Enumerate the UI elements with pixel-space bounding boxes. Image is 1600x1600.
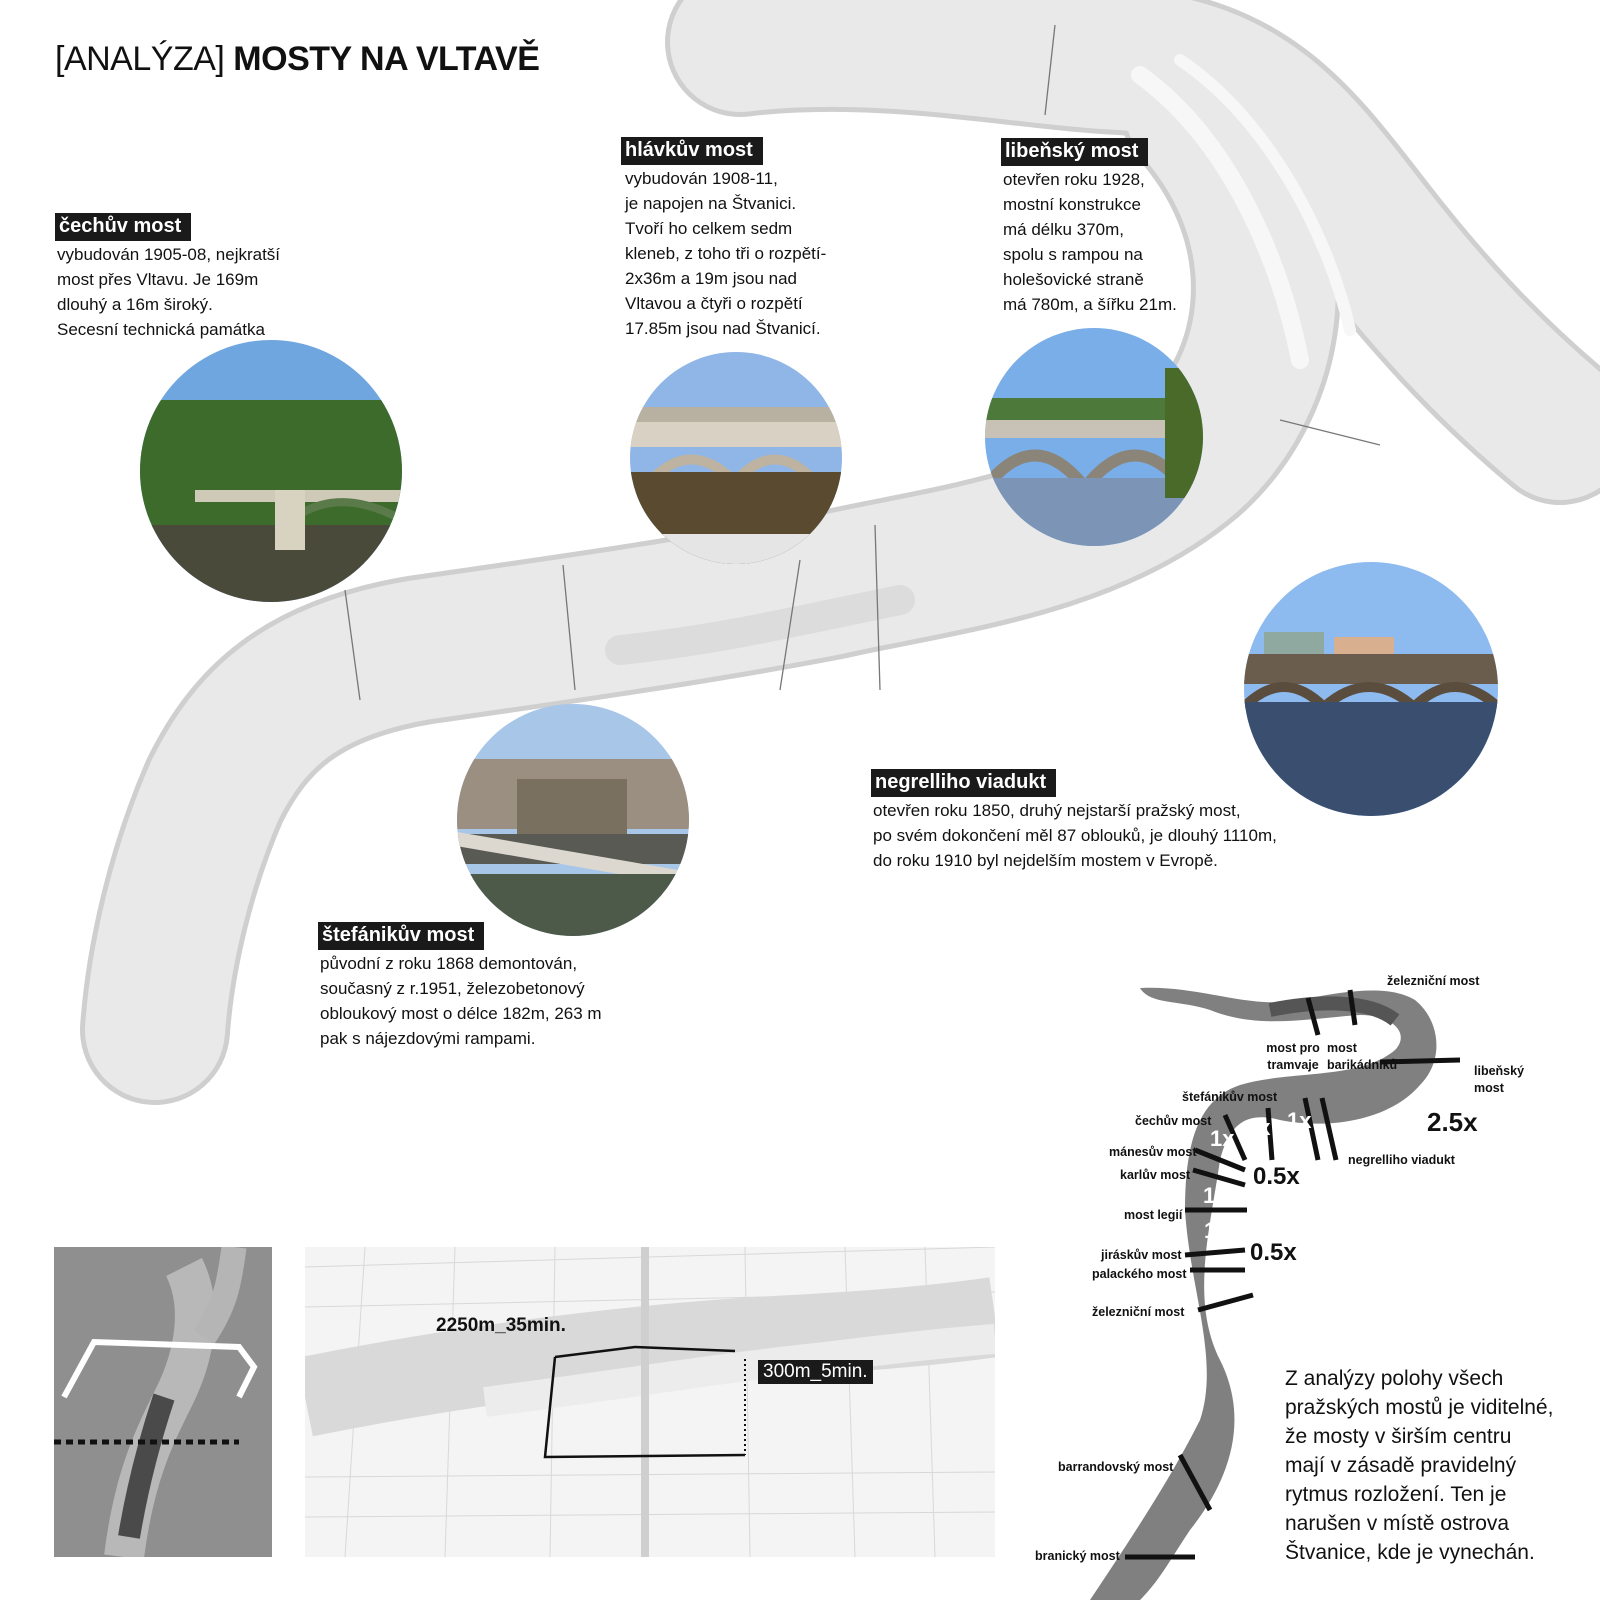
desc-line: obloukový most o délce 182m, 263 m bbox=[320, 1004, 602, 1023]
desc-line: spolu s rampou na bbox=[1003, 245, 1143, 264]
desc-line: Tvoří ho celkem sedm bbox=[625, 219, 793, 238]
diagram-label: mánesův most bbox=[1109, 1145, 1197, 1159]
desc-line: má 780m, a šířku 21m. bbox=[1003, 295, 1177, 314]
ratio-label: 1x bbox=[1203, 1183, 1228, 1208]
desc-line: původní z roku 1868 demontován, bbox=[320, 954, 578, 973]
title-main: MOSTY NA VLTAVĚ bbox=[233, 40, 540, 78]
desc-line: otevřen roku 1928, bbox=[1003, 170, 1145, 189]
desc-line: pak s nájezdovými rampami. bbox=[320, 1029, 536, 1048]
bridge-name-tag: hlávkův most bbox=[621, 137, 763, 165]
diagram-label: štefánikův most bbox=[1182, 1090, 1278, 1104]
ratio-label: 1x bbox=[1208, 1275, 1233, 1300]
diagram-label: barrandovský most bbox=[1058, 1460, 1174, 1474]
bridge-name-tag: štefánikův most bbox=[318, 922, 484, 950]
desc-line: současný z r.1951, železobetonový bbox=[320, 979, 585, 998]
desc-line: vybudován 1905-08, nejkratší bbox=[57, 245, 281, 264]
conclusion-line: mají v zásadě pravidelný bbox=[1285, 1454, 1517, 1477]
desc-line: mostní konstrukce bbox=[1003, 195, 1141, 214]
diagram-label: most pro tramvaje bbox=[1266, 1041, 1320, 1072]
ratio-label: 1x bbox=[1287, 1108, 1312, 1133]
desc-line: Secesní technická památka bbox=[57, 320, 265, 339]
desc-line: holešovické straně bbox=[1003, 270, 1144, 289]
diagram-label: železniční most bbox=[1092, 1305, 1185, 1319]
diagram-label: karlův most bbox=[1120, 1168, 1191, 1182]
diagram-label: most barikádníků bbox=[1327, 1041, 1398, 1072]
ratio-label: 0.5x bbox=[1250, 1239, 1297, 1266]
desc-line: most přes Vltavu. Je 169m bbox=[57, 270, 259, 289]
diagram-label: jiráskův most bbox=[1101, 1248, 1182, 1262]
diagram-label: negrelliho viadukt bbox=[1348, 1153, 1455, 1167]
desc-line: kleneb, z toho tři o rozpětí- bbox=[625, 244, 827, 263]
conclusion-line: narušen v místě ostrova bbox=[1285, 1512, 1510, 1535]
bridge-name-tag: negrelliho viadukt bbox=[871, 769, 1056, 797]
distance-short-label: 300m_5min. bbox=[758, 1360, 873, 1384]
diagram-label: čechův most bbox=[1135, 1114, 1212, 1128]
diagram-label: branický most bbox=[1035, 1549, 1120, 1563]
bridge-name-tag: čechův most bbox=[55, 213, 191, 241]
conclusion-line: Štvanice, kde je vynechán. bbox=[1285, 1541, 1535, 1564]
conclusion-line: pražských mostů je viditelné, bbox=[1285, 1396, 1554, 1419]
ratio-label: 0.5x bbox=[1253, 1163, 1300, 1190]
conclusion-line: rytmus rozložení. Ten je bbox=[1285, 1483, 1507, 1506]
bridge-name-tag: libeňský most bbox=[1001, 138, 1148, 166]
ratio-label: 1x bbox=[1210, 1126, 1235, 1151]
desc-line: do roku 1910 byl nejdelším mostem v Evropě. bbox=[873, 851, 1218, 870]
desc-line: 2x36m a 19m jsou nad bbox=[625, 269, 797, 288]
ratio-label: 2.5x bbox=[1427, 1107, 1478, 1137]
title-prefix: [ANALÝZA] bbox=[55, 40, 225, 78]
ratio-label: 1x bbox=[1204, 1218, 1229, 1243]
desc-line: dlouhý a 16m široký. bbox=[57, 295, 213, 314]
desc-line: otevřen roku 1850, druhý nejstarší pražský most, bbox=[873, 801, 1241, 820]
desc-line: má délku 370m, bbox=[1003, 220, 1124, 239]
conclusion-text bbox=[1285, 1364, 1553, 1567]
ratio-label: 1x bbox=[1246, 1115, 1271, 1140]
distance-long-label: 2250m_35min. bbox=[436, 1315, 566, 1336]
diagram-label: most legií bbox=[1124, 1208, 1183, 1222]
desc-line: vybudován 1908-11, bbox=[625, 169, 778, 188]
diagram-label: železniční most bbox=[1387, 974, 1480, 988]
conclusion-line: že mosty v širším centru bbox=[1285, 1425, 1512, 1448]
desc-line: 17.85m jsou nad Štvanicí. bbox=[625, 319, 821, 338]
desc-line: je napojen na Štvanici. bbox=[625, 194, 797, 213]
desc-line: po svém dokončení měl 87 oblouků, je dlouhý 1110m, bbox=[873, 826, 1277, 845]
conclusion-line: Z analýzy polohy všech bbox=[1285, 1367, 1504, 1390]
diagram-label: libeňský most bbox=[1474, 1064, 1525, 1095]
desc-line: Vltavou a čtyři o rozpětí bbox=[625, 294, 803, 313]
diagram-label: palackého most bbox=[1092, 1267, 1187, 1281]
